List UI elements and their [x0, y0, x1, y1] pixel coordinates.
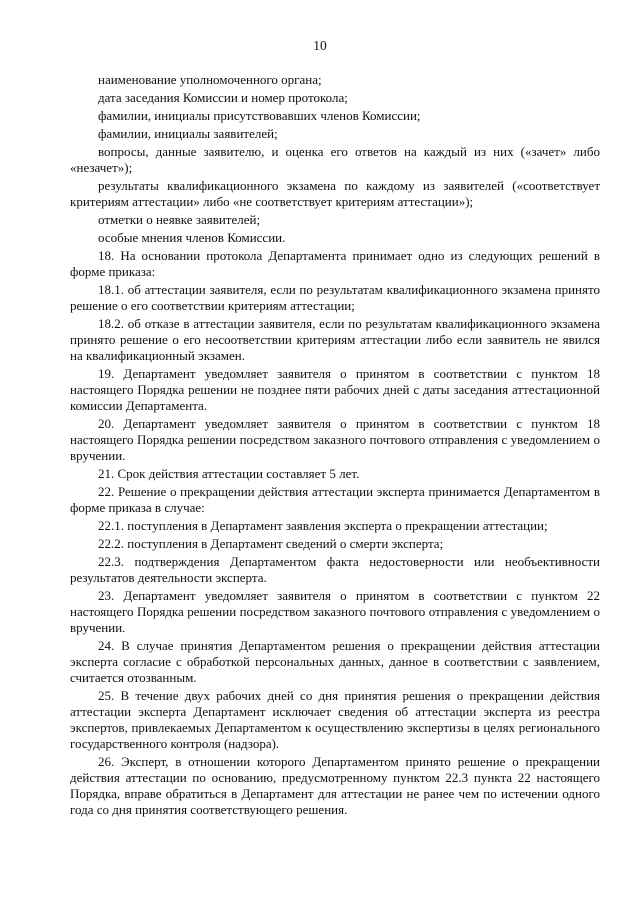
paragraph: 25. В течение двух рабочих дней со дня принятия решения о прекращении действия аттестации эксперта Департамент исключает сведения об аттестации эксперта из реестра экспертов, привлекаемых Департаментом к осуществлению экспертизы в целях регионального государственного контроля (надзора).: [70, 688, 600, 751]
paragraph: 20. Департамент уведомляет заявителя о принятом в соответствии с пунктом 18 настоящего Порядка решении посредством заказного почтового отправления с уведомлением о вручении.: [70, 416, 600, 463]
paragraph: вопросы, данные заявителю, и оценка его ответов на каждый из них («зачет» либо «незачет»);: [70, 144, 600, 175]
paragraph: отметки о неявке заявителей;: [98, 212, 261, 227]
paragraph: фамилии, инициалы присутствовавших членов Комиссии;: [98, 108, 421, 123]
paragraph: наименование уполномоченного органа;: [98, 72, 322, 87]
paragraph: 18.1. об аттестации заявителя, если по результатам квалификационного экзамена принято решение о его соответствии критериям аттестации;: [70, 282, 600, 313]
paragraph: 21. Срок действия аттестации составляет 5 лет.: [98, 466, 360, 481]
paragraph: дата заседания Комиссии и номер протокола;: [98, 90, 348, 105]
paragraph: фамилии, инициалы заявителей;: [98, 126, 278, 141]
document-body: [70, 72, 600, 820]
paragraph: 24. В случае принятия Департаментом решения о прекращении действия аттестации эксперта согласие с обработкой персональных данных, данное в соответствии с заявлением, считается отозванным.: [70, 638, 600, 685]
paragraph: 22.3. подтверждения Департаментом факта недостоверности или необъективности результатов деятельности эксперта.: [70, 554, 600, 585]
paragraph: 18. На основании протокола Департамента принимает одно из следующих решений в форме приказа:: [70, 248, 600, 279]
paragraph: особые мнения членов Комиссии.: [98, 230, 286, 245]
paragraph: результаты квалификационного экзамена по каждому из заявителей («соответствует критериям аттестации» либо «не соответствует критериям аттестации»);: [70, 178, 600, 209]
paragraph: 23. Департамент уведомляет заявителя о принятом в соответствии с пунктом 22 настоящего Порядка решении посредством заказного почтового отправления с уведомлением о вручении.: [70, 588, 600, 635]
paragraph: 19. Департамент уведомляет заявителя о принятом в соответствии с пунктом 18 настоящего Порядка решении не позднее пяти рабочих дней с даты заседания аттестационной комиссии Департамента.: [70, 366, 600, 413]
paragraph: 22. Решение о прекращении действия аттестации эксперта принимается Департаментом в форме приказа в случае:: [70, 484, 600, 515]
page-number: 10: [313, 38, 327, 53]
paragraph: 26. Эксперт, в отношении которого Департаментом принято решение о прекращении действия аттестации по основанию, предусмотренному пунктом 22.3 пункта 22 настоящего Порядка, вправе обратиться в Департамент для аттестации не ранее чем по истечении одного года со дня принятия соответствующего решения.: [70, 754, 600, 817]
paragraph: 22.1. поступления в Департамент заявления эксперта о прекращении аттестации;: [98, 518, 548, 533]
paragraph: 22.2. поступления в Департамент сведений о смерти эксперта;: [98, 536, 444, 551]
paragraph: 18.2. об отказе в аттестации заявителя, если по результатам квалификационного экзамена принято решение о его несоответствии критериям аттестации либо если заявитель не явился на квалификационный экзамен.: [70, 316, 600, 363]
